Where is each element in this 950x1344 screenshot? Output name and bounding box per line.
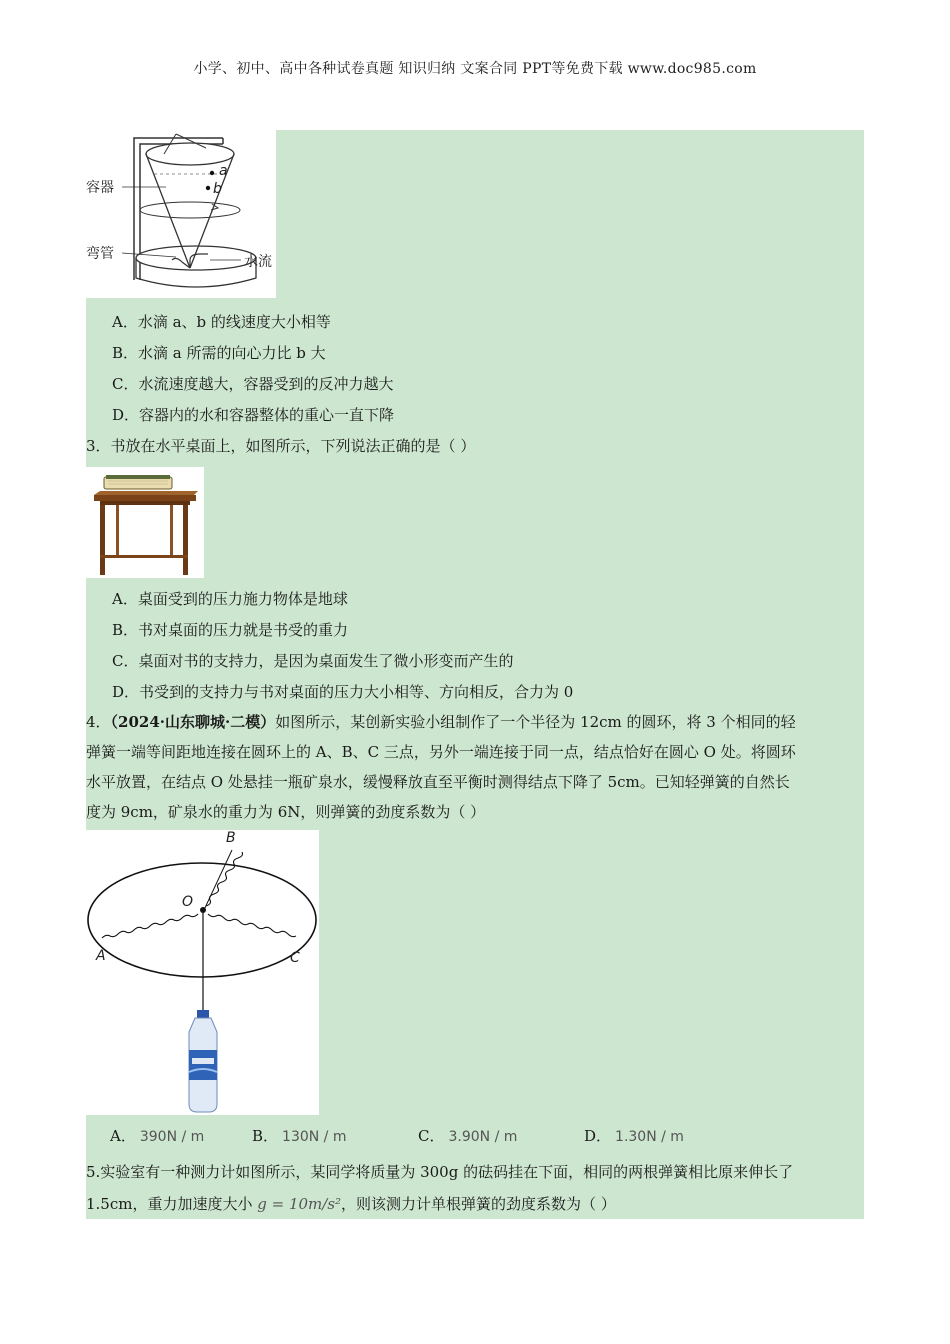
q4-option-d: D． 1.30N / m bbox=[584, 1127, 684, 1145]
q3-option-b: B．书对桌面的压力就是书受的重力 bbox=[112, 621, 349, 639]
q3-option-c: C．桌面对书的支持力，是因为桌面发生了微小形变而产生的 bbox=[112, 652, 514, 670]
q4-option-b: B． 130N / m bbox=[252, 1127, 347, 1145]
q2-option-c: C．水流速度越大，容器受到的反冲力越大 bbox=[112, 375, 394, 393]
point-b-ring-label: B bbox=[226, 830, 236, 846]
q3-stem: 3．书放在水平桌面上，如图所示，下列说法正确的是（ ） bbox=[86, 437, 476, 455]
q4-stem-line-1 bbox=[86, 712, 796, 732]
q5-gravity-value: g = 10m/s² bbox=[257, 1195, 342, 1213]
water-flow-label: 水流 bbox=[244, 254, 272, 270]
spring-ring-figure bbox=[86, 830, 319, 1115]
page-header: 小学、初中、高中各种试卷真题 知识归纳 文案合同 PPT等免费下载 www.doc985.com bbox=[193, 61, 757, 77]
q4-stem-line-4: 度为 9cm，矿泉水的重力为 6N，则弹簧的劲度系数为（ ） bbox=[86, 803, 486, 821]
q4-stem-line-3: 水平放置，在结点 O 处悬挂一瓶矿泉水，缓慢释放直至平衡时测得结点下降了 5cm。已知轻弹簧的自然长 bbox=[86, 773, 790, 791]
point-a-ring-label: A bbox=[96, 948, 106, 964]
q3-option-d: D．书受到的支持力与书对桌面的压力大小相等、方向相反，合力为 0 bbox=[112, 683, 574, 701]
q5-stem-line-2 bbox=[86, 1194, 616, 1214]
q2-option-b: B．水滴 a 所需的向心力比 b 大 bbox=[112, 344, 326, 362]
q4-number: 4． bbox=[86, 713, 111, 731]
q2-option-a: A．水滴 a、b 的线速度大小相等 bbox=[112, 313, 331, 331]
q5-line2-post: ，则该测力计单根弹簧的劲度系数为（ ） bbox=[341, 1195, 616, 1213]
bent-pipe-label: 弯管 bbox=[86, 246, 114, 262]
point-b-label: b bbox=[213, 181, 222, 197]
q4-stem-line-2: 弹簧一端等间距地连接在圆环上的 A、B、C 三点，另外一端连接于同一点，结点恰好在圆心 O 处。将圆环 bbox=[86, 743, 796, 761]
water-bottle-icon bbox=[189, 1010, 217, 1112]
q3-option-a: A．桌面受到的压力施力物体是地球 bbox=[112, 590, 348, 608]
q5-stem-line-1: 5.实验室有一种测力计如图所示，某同学将质量为 300g 的砝码挂在下面，相同的两根弹簧相比原来伸长了 bbox=[86, 1163, 794, 1181]
point-c-ring-label: C bbox=[290, 950, 300, 966]
cone-container-figure bbox=[86, 130, 276, 298]
q2-option-d: D．容器内的水和容器整体的重心一直下降 bbox=[112, 406, 395, 424]
q4-option-c: C． 3.90N / m bbox=[418, 1127, 518, 1145]
q5-line2-pre: 1.5cm，重力加速度大小 bbox=[86, 1195, 258, 1213]
point-a-label: a bbox=[219, 163, 228, 179]
container-label: 容器 bbox=[86, 180, 114, 196]
q4-option-a: A． 390N / m bbox=[110, 1127, 205, 1145]
q4-stem-text: 如图所示，某创新实验小组制作了一个半径为 12cm 的圆环，将 3 个相同的轻 bbox=[275, 713, 796, 731]
q4-source: （2024·山东聊城·二模） bbox=[110, 713, 276, 731]
point-o-label: O bbox=[182, 894, 194, 910]
book-on-table-figure bbox=[86, 467, 204, 578]
